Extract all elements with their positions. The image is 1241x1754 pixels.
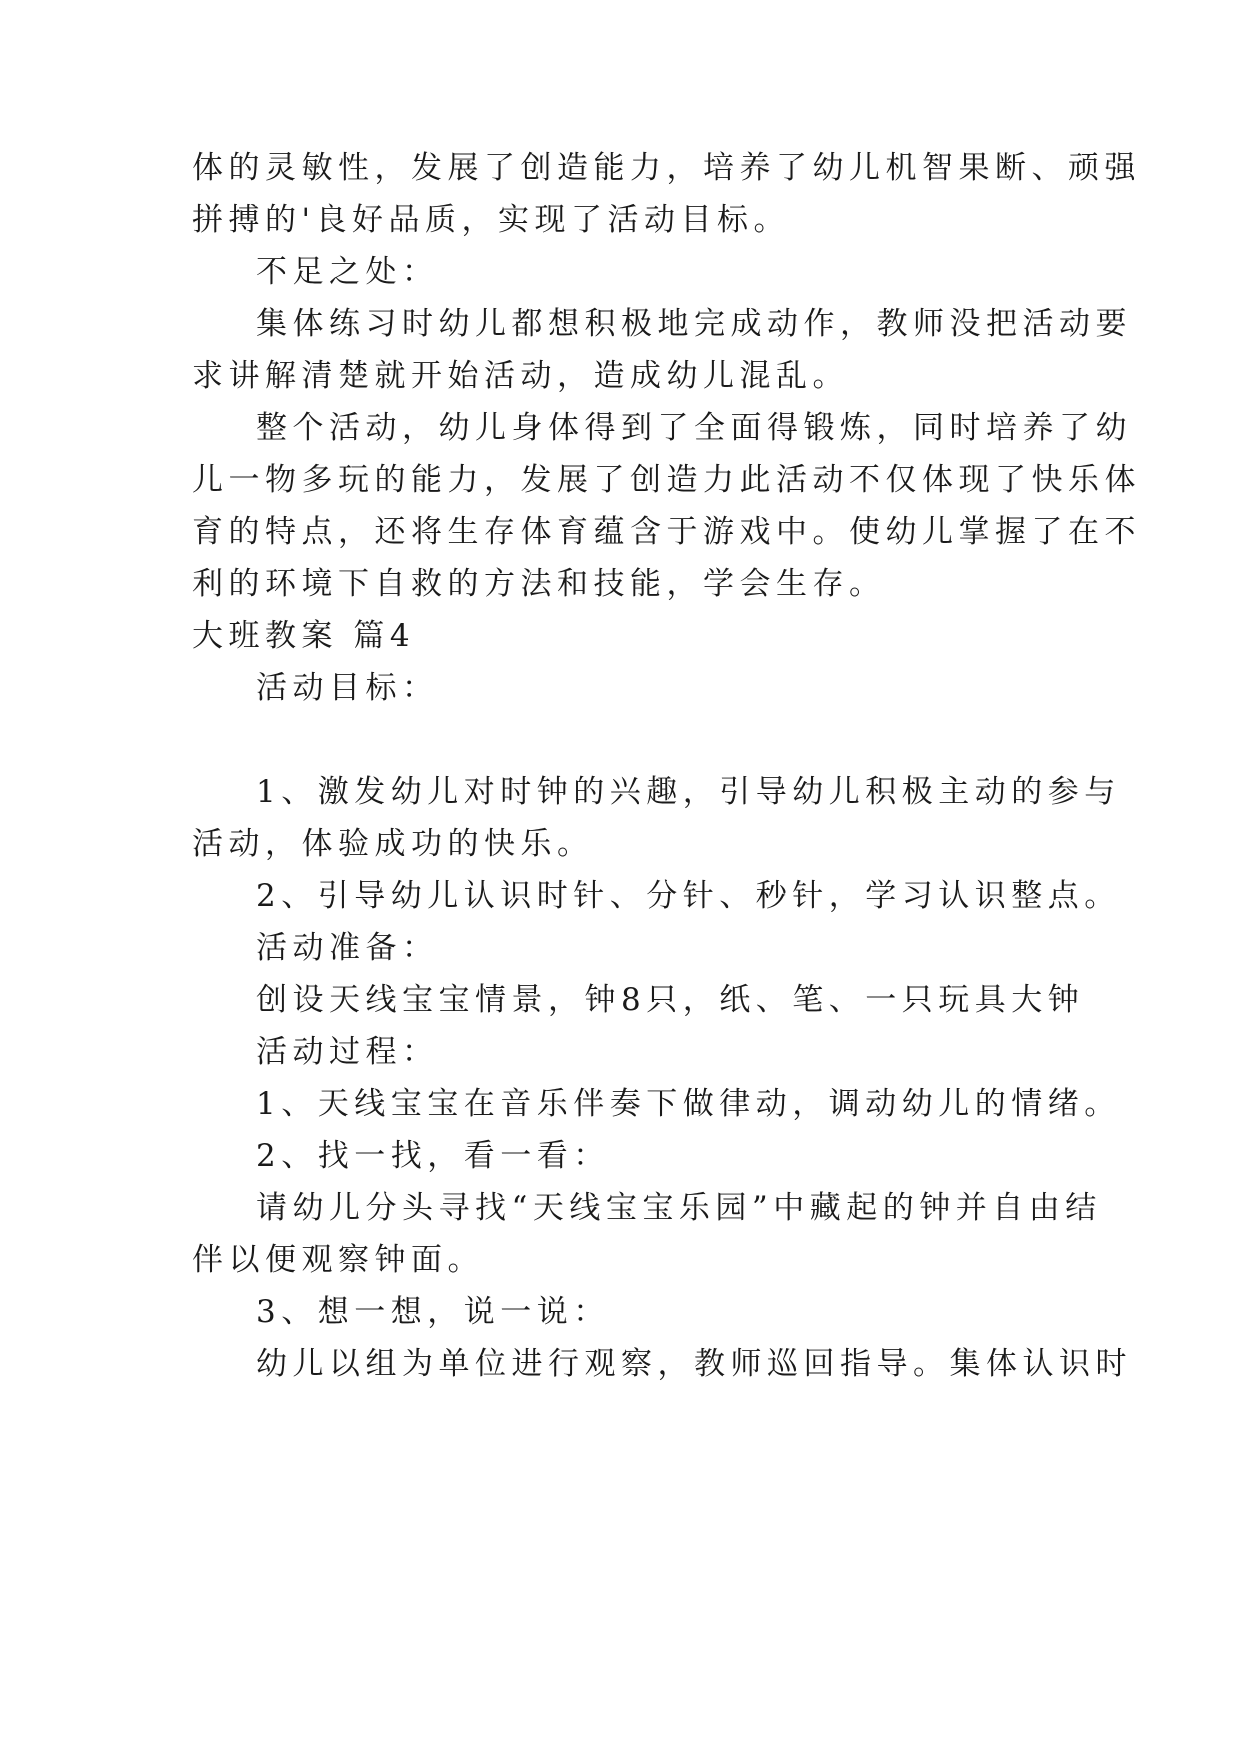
text-line-2: 拼搏的'良好品质，实现了活动目标。 xyxy=(192,202,791,238)
text-line-step-1: 1、天线宝宝在音乐伴奏下做律动，调动幼儿的情绪。 xyxy=(256,1086,1121,1122)
text-line-goal-1-cont: 活动，体验成功的快乐。 xyxy=(192,826,594,862)
section-label-shortcomings: 不足之处： xyxy=(256,254,439,290)
text-line-step-2: 2、找一找，看一看： xyxy=(256,1138,610,1174)
lesson-heading: 大班教案 篇4 xyxy=(192,618,416,654)
text-line-step-2-detail: 请幼儿分头寻找“天线宝宝乐园”中藏起的钟并自由结 xyxy=(256,1190,1102,1226)
text-line-8: 育的特点，还将生存体育蕴含于游戏中。使幼儿掌握了在不 xyxy=(192,514,1141,550)
text-line-5: 求讲解清楚就开始活动，造成幼儿混乱。 xyxy=(192,358,849,394)
text-line-preparation: 创设天线宝宝情景，钟8只，纸、笔、一只玩具大钟 xyxy=(256,982,1085,1018)
text-line-goal-1: 1、激发幼儿对时钟的兴趣，引导幼儿积极主动的参与 xyxy=(256,774,1121,810)
text-line-9: 利的环境下自救的方法和技能，学会生存。 xyxy=(192,566,886,602)
text-line-goal-2: 2、引导幼儿认识时针、分针、秒针，学习认识整点。 xyxy=(256,878,1121,914)
section-label-goals: 活动目标： xyxy=(256,670,439,706)
text-line-step-3: 3、想一想，说一说： xyxy=(256,1294,610,1330)
text-line-step-2-detail-cont: 伴以便观察钟面。 xyxy=(192,1242,484,1278)
section-label-process: 活动过程： xyxy=(256,1034,439,1070)
text-line-step-3-detail: 幼儿以组为单位进行观察，教师巡回指导。集体认识时 xyxy=(256,1346,1132,1382)
text-line-4: 集体练习时幼儿都想积极地完成动作，教师没把活动要 xyxy=(256,306,1132,342)
section-label-preparation: 活动准备： xyxy=(256,930,439,966)
text-line-1: 体的灵敏性，发展了创造能力，培养了幼儿机智果断、顽强 xyxy=(192,150,1141,186)
text-line-7: 儿一物多玩的能力，发展了创造力此活动不仅体现了快乐体 xyxy=(192,462,1141,498)
text-line-6: 整个活动，幼儿身体得到了全面得锻炼，同时培养了幼 xyxy=(256,410,1132,446)
